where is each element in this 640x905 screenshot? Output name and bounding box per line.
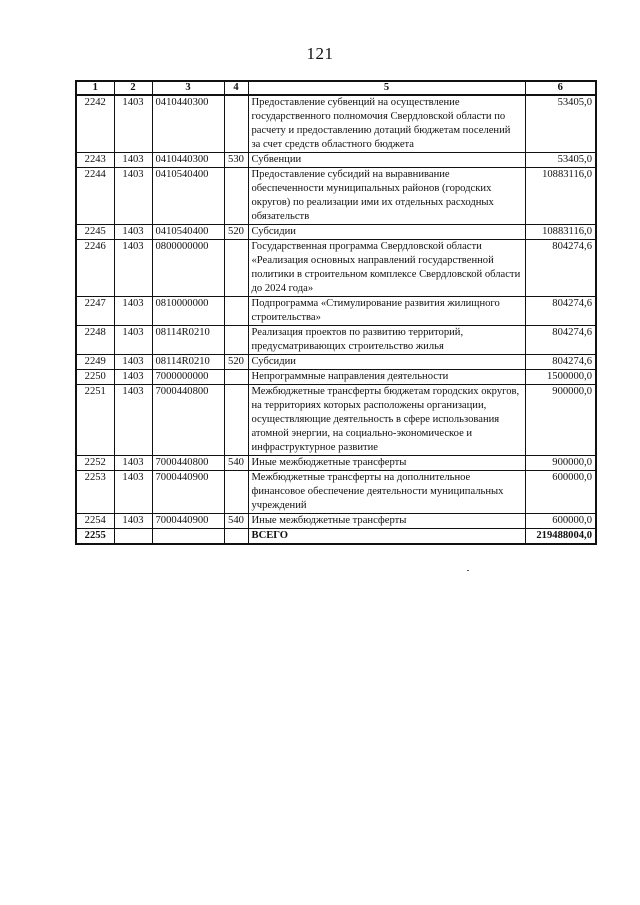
amount: 804274,6 [525,355,596,370]
target-code: 0410540400 [152,225,224,240]
amount: 804274,6 [525,297,596,326]
section-code: 1403 [114,168,152,225]
item-name: Субсидии [248,225,525,240]
section-code: 1403 [114,456,152,471]
item-name: Межбюджетные трансферты на дополнительное финансовое обеспечение деятельности муниципальных учреждений [248,471,525,514]
item-name: Государственная программа Свердловской области «Реализация основных направлений государственной политики в строительном комплексе Свердловской области до 2024 года» [248,240,525,297]
row-number: 2242 [76,95,114,153]
table-row [76,385,596,456]
table-row [76,514,596,529]
section-code: 1403 [114,326,152,355]
amount: 600000,0 [525,471,596,514]
target-code: 08114R0210 [152,326,224,355]
table-row [76,326,596,355]
amount: 53405,0 [525,153,596,168]
expense-type-code [224,471,248,514]
item-name: Непрограммные направления деятельности [248,370,525,385]
expense-type-code [224,385,248,456]
item-name: Иные межбюджетные трансферты [248,514,525,529]
column-header-6: 6 [525,81,596,95]
section-code: 1403 [114,95,152,153]
section-code: 1403 [114,385,152,456]
item-name: Предоставление субсидий на выравнивание обеспеченности муниципальных районов (городских округов) по реализации ими их отдельных расходных обязательств [248,168,525,225]
table-row [76,355,596,370]
column-header-4: 4 [224,81,248,95]
row-number: 2253 [76,471,114,514]
table-row [76,370,596,385]
target-code: 7000440900 [152,514,224,529]
amount: 10883116,0 [525,225,596,240]
table-row [76,240,596,297]
item-name: Субсидии [248,355,525,370]
row-number: 2244 [76,168,114,225]
item-name: Межбюджетные трансферты бюджетам городских округов, на территориях которых расположены организации, осуществляющие деятельность в сфере использования атомной энергии, на социально-экономическое и инфраструктурное развитие [248,385,525,456]
item-name: Субвенции [248,153,525,168]
column-header-3: 3 [152,81,224,95]
table-row [76,471,596,514]
column-header-1: 1 [76,81,114,95]
section-code: 1403 [114,370,152,385]
row-number: 2246 [76,240,114,297]
total-row [76,529,596,545]
amount: 10883116,0 [525,168,596,225]
expense-type-code [224,240,248,297]
row-number: 2249 [76,355,114,370]
expense-type-code [224,326,248,355]
table-row [76,153,596,168]
empty-cell [114,529,152,545]
column-header-2: 2 [114,81,152,95]
expense-type-code: 540 [224,456,248,471]
budget-table [75,80,597,545]
item-name: Иные межбюджетные трансферты [248,456,525,471]
expense-type-code: 520 [224,225,248,240]
empty-cell [152,529,224,545]
section-code: 1403 [114,240,152,297]
item-name: Подпрограмма «Стимулирование развития жилищного строительства» [248,297,525,326]
scan-speck [467,570,469,571]
row-number: 2245 [76,225,114,240]
row-number: 2243 [76,153,114,168]
item-name: Предоставление субвенций на осуществление государственного полномочия Свердловской области по расчету и предоставлению дотаций бюджетам поселений за счет средств областного бюджета [248,95,525,153]
row-number: 2248 [76,326,114,355]
row-number: 2251 [76,385,114,456]
target-code: 08114R0210 [152,355,224,370]
expense-type-code: 530 [224,153,248,168]
row-number: 2254 [76,514,114,529]
row-number: 2247 [76,297,114,326]
target-code: 0410440300 [152,95,224,153]
target-code: 7000440900 [152,471,224,514]
column-header-5: 5 [248,81,525,95]
row-number: 2255 [76,529,114,545]
table-row [76,456,596,471]
empty-cell [224,529,248,545]
table-row [76,95,596,153]
target-code: 0410440300 [152,153,224,168]
amount: 900000,0 [525,456,596,471]
row-number: 2252 [76,456,114,471]
expense-type-code [224,297,248,326]
amount: 1500000,0 [525,370,596,385]
amount: 900000,0 [525,385,596,456]
section-code: 1403 [114,471,152,514]
expense-type-code [224,95,248,153]
amount: 804274,6 [525,240,596,297]
target-code: 0810000000 [152,297,224,326]
section-code: 1403 [114,225,152,240]
section-code: 1403 [114,153,152,168]
table-header-row [76,81,596,95]
section-code: 1403 [114,297,152,326]
amount: 804274,6 [525,326,596,355]
item-name: Реализация проектов по развитию территорий, предусматривающих строительство жилья [248,326,525,355]
row-number: 2250 [76,370,114,385]
expense-type-code [224,168,248,225]
total-label: ВСЕГО [248,529,525,545]
target-code: 0800000000 [152,240,224,297]
target-code: 7000440800 [152,385,224,456]
amount: 53405,0 [525,95,596,153]
target-code: 7000440800 [152,456,224,471]
page-number: 121 [306,44,334,63]
expense-type-code [224,370,248,385]
table-row [76,297,596,326]
amount: 600000,0 [525,514,596,529]
section-code: 1403 [114,514,152,529]
table-row [76,225,596,240]
expense-type-code: 520 [224,355,248,370]
total-amount: 219488004,0 [525,529,596,545]
target-code: 0410540400 [152,168,224,225]
section-code: 1403 [114,355,152,370]
expense-type-code: 540 [224,514,248,529]
table-row [76,168,596,225]
target-code: 7000000000 [152,370,224,385]
